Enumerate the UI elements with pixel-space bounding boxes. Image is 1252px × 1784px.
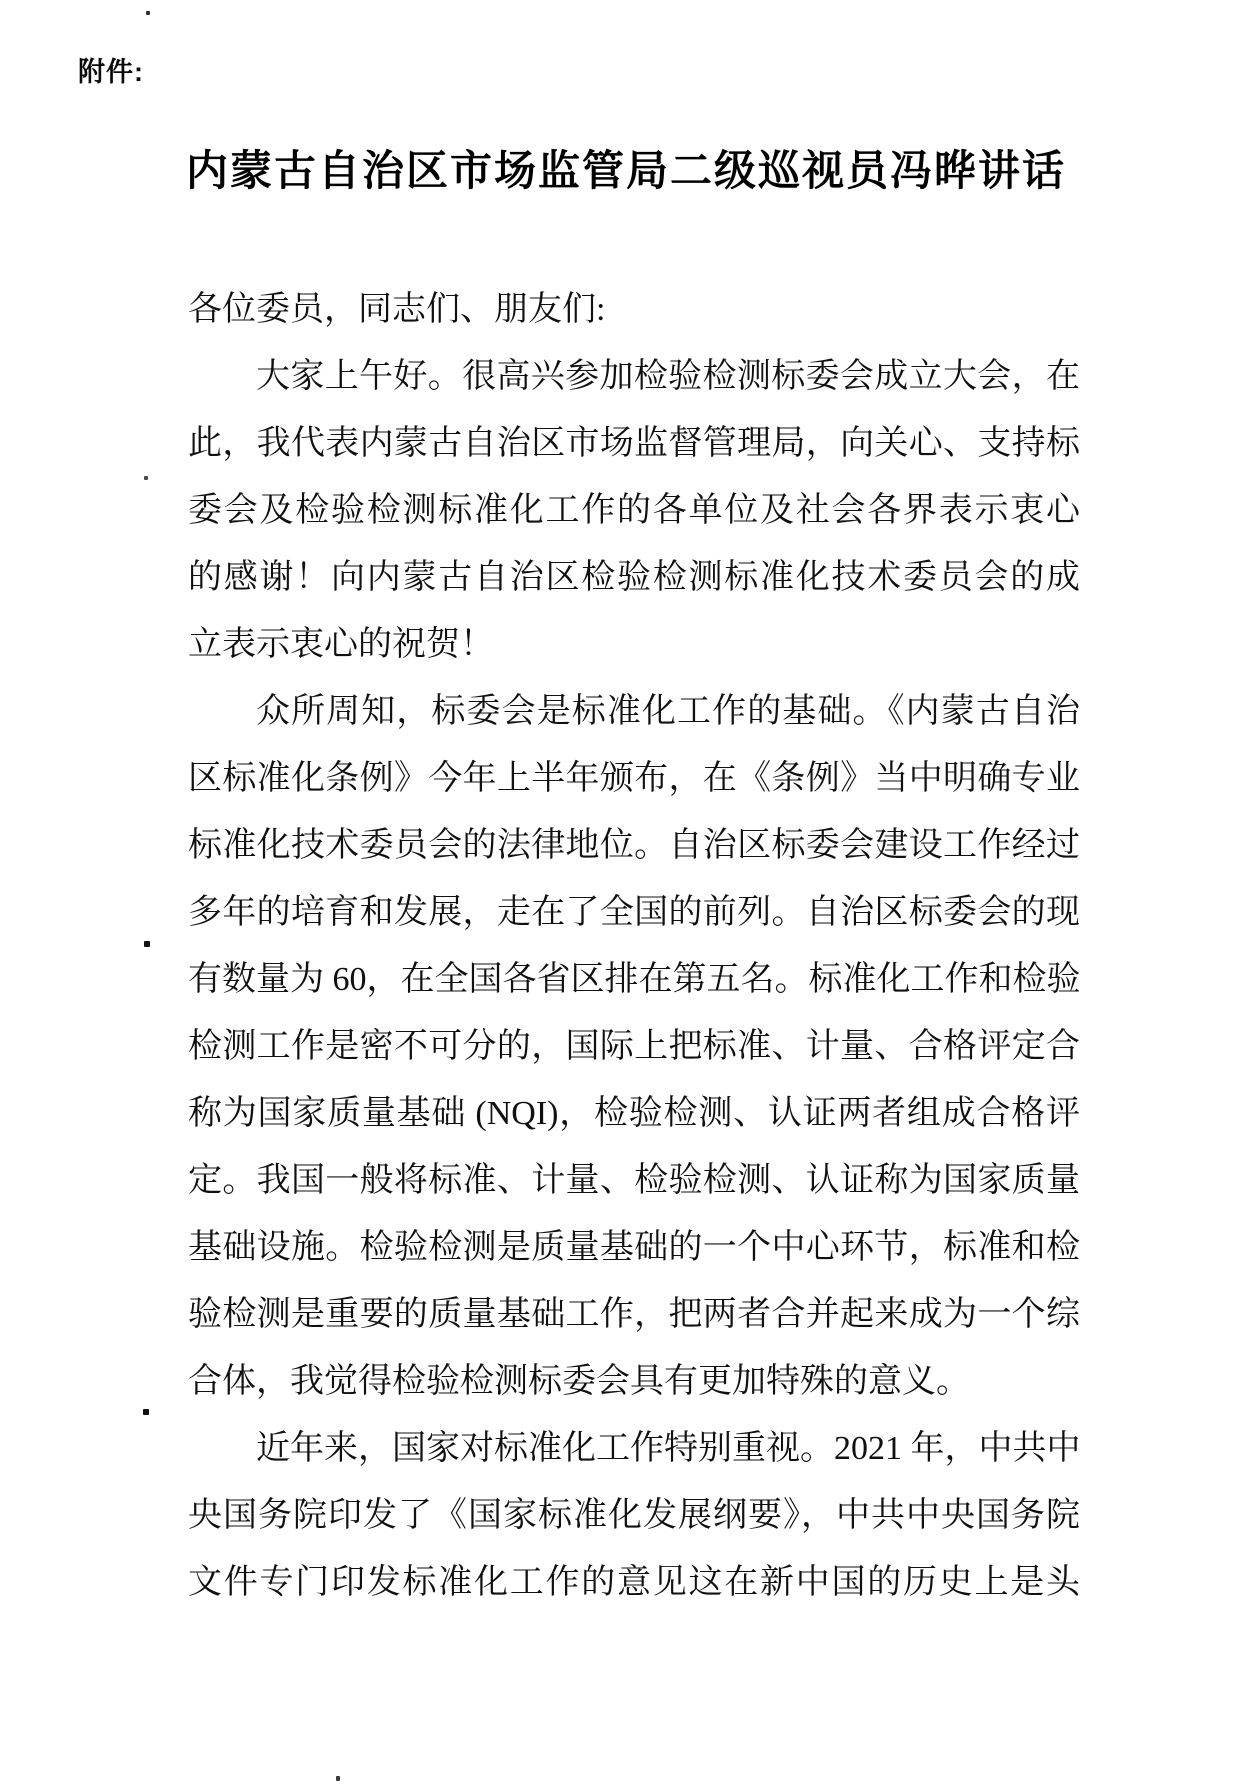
body-line: 的感谢！向内蒙古自治区检验检测标准化技术委员会的成 (188, 559, 1080, 596)
body-line: 标准化技术委员会的法律地位。自治区标委会建设工作经过 (188, 827, 1080, 864)
document-title: 内蒙古自治区市场监管局二级巡视员冯晔讲话 (185, 149, 1066, 195)
scan-speck (336, 1776, 340, 1781)
document-body (188, 276, 1080, 1616)
body-line: 各位委员，同志们、朋友们: (188, 291, 606, 328)
body-line: 检测工作是密不可分的，国际上把标准、计量、合格评定合 (188, 1028, 1080, 1065)
scan-speck (144, 476, 148, 480)
body-line: 立表示衷心的祝贺！ (188, 626, 494, 663)
body-line: 央国务院印发了《国家标准化发展纲要》，中共中央国务院 (188, 1497, 1080, 1534)
body-line: 验检测是重要的质量基础工作，把两者合并起来成为一个综 (188, 1296, 1080, 1333)
attachment-label: 附件: (78, 57, 144, 87)
body-line: 区标准化条例》今年上半年颁布，在《条例》当中明确专业 (188, 760, 1080, 797)
body-line: 大家上午好。很高兴参加检验检测标委会成立大会，在 (256, 358, 1080, 395)
scan-speck (144, 941, 150, 947)
body-line: 委会及检验检测标准化工作的各单位及社会各界表示衷心 (188, 492, 1080, 529)
body-line: 基础设施。检验检测是质量基础的一个中心环节，标准和检 (188, 1229, 1080, 1266)
body-line: 此，我代表内蒙古自治区市场监督管理局，向关心、支持标 (188, 425, 1080, 462)
body-line: 合体，我觉得检验检测标委会具有更加特殊的意义。 (188, 1363, 970, 1400)
body-line: 近年来，国家对标准化工作特别重视。2021 年，中共中 (256, 1430, 1081, 1467)
body-line: 有数量为 60，在全国各省区排在第五名。标准化工作和检验 (188, 961, 1081, 998)
scan-speck (146, 11, 150, 15)
body-line: 定。我国一般将标准、计量、检验检测、认证称为国家质量 (188, 1162, 1080, 1199)
body-line: 众所周知，标委会是标准化工作的基础。《内蒙古自治 (256, 693, 1080, 730)
scan-speck (143, 1409, 149, 1415)
body-line: 称为国家质量基础 (NQI)，检验检测、认证两者组成合格评 (188, 1095, 1080, 1132)
body-line: 多年的培育和发展，走在了全国的前列。自治区标委会的现 (188, 894, 1080, 931)
body-line: 文件专门印发标准化工作的意见这在新中国的历史上是头 (188, 1564, 1080, 1601)
